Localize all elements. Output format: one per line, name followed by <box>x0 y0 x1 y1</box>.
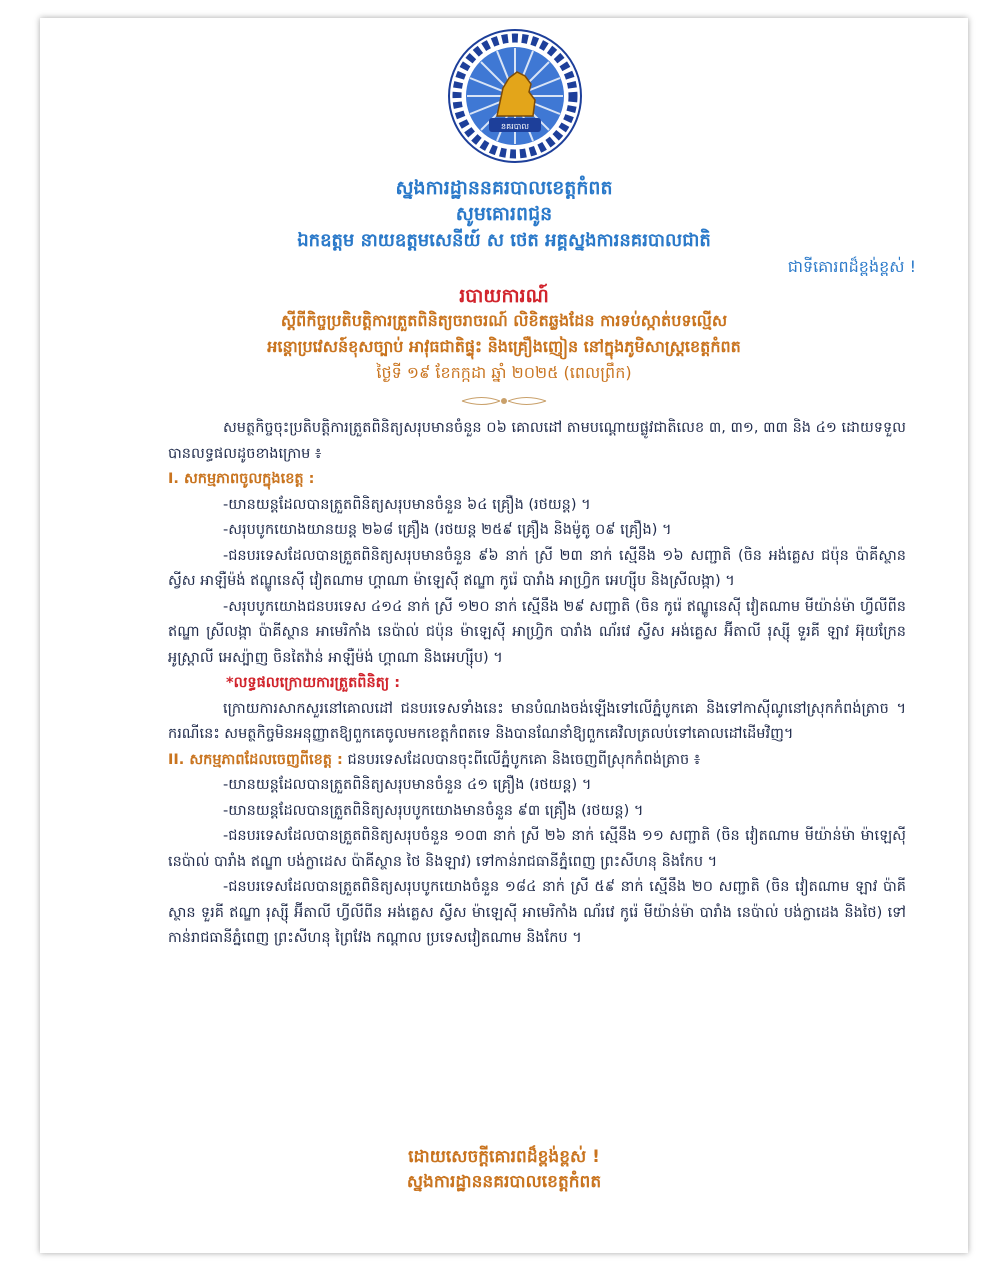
report-body <box>168 416 906 952</box>
section2-item-3: -ជនបរទេសដែលបានត្រួតពិនិត្យសរុបចំនួន ១០៣ នាក់ ស្រី ២៦ នាក់ ស្មើនឹង ១១ សញ្ជាតិ (ចិន វៀតណាម មីយ៉ាន់ម៉ា ម៉ាឡេស៊ី នេប៉ាល់ បារាំង ឥណ្ឌា បង់ក្លាដេស ប៉ាគីស្ថាន ថៃ និងឡាវ) ទៅកាន់រាជធានីភ្នំពេញ ព្រះសីហនុ និងកែប ។ <box>168 828 906 870</box>
section2-item-2: -យានយន្តដែលបានត្រួតពិនិត្យសរុបបូកយោងមានចំនួន ៩៣ គ្រឿង (រថយន្ត) ។ <box>223 802 644 819</box>
recipient: ឯកឧត្តម នាយឧត្តមសេនីយ៍ ស ថេត អគ្គស្នងការនគរបាលជាតិ <box>297 230 711 251</box>
org-name: ស្នងការដ្ឋាននគរបាលខេត្តកំពត <box>395 177 613 199</box>
result-text: ក្រោយការសាកសួរនៅគោលដៅ ជនបរទេសទាំងនេះ មានបំណងចង់ឡើងទៅលើភ្នំបូកគោ និងទៅកាស៊ីណូនៅស្រុកកំពង់ត្រាច ។ ករណីនេះ សមត្ថកិច្ចមិនអនុញ្ញាតឱ្យពួកគេចូលមកខេត្តកំពតទេ និងបានណែនាំឱ្យពួកគេវិលត្រលប់ទៅគោលដៅដើមវិញ។ <box>168 700 906 742</box>
section2-header <box>168 748 906 774</box>
section1-item-2: -សរុបបូកយោងយានយន្ត ២៦៨ គ្រឿង (រថយន្ត ២៥៩ គ្រឿង និងម៉ូតូ ០៩ គ្រឿង) ។ <box>223 522 672 538</box>
section1-item-1: -យានយន្តដែលបានត្រួតពិនិត្យសរុបមានចំនួន ៦៤ គ្រឿង (រថយន្ត) ។ <box>223 496 591 513</box>
logo-badge-text: នគរបាល <box>501 122 529 131</box>
section1-item-4: -សរុបបូកយោងជនបរទេស ៤១៤ នាក់ ស្រី ១២០ នាក់ ស្មើនឹង ២៩ សញ្ជាតិ (ចិន កូរ៉េ ឥណ្ឌូនេស៊ី វៀតណាម មីយ៉ាន់ម៉ា ហ្វីលីពីន ឥណ្ឌា ស្រីលង្កា ប៉ាគីស្ថាន អាមេរិកាំង នេប៉ាល់ ជប៉ុន ម៉ាឡេស៊ី អាហ្វ្រិក បារាំង ណ័រវេ ស្វីស អង់គ្លេស អ៊ីតាលី រុស្ស៊ី ទួរគី ឡាវ អ៊ុយក្រែន អូស្ត្រាលី អេស្ប៉ាញ ចិនតៃវ៉ាន់ អាឡឺម៉ង់ ហ្គាណា និងអេហ្ស៊ីប) ។ <box>168 598 906 666</box>
report-date: ថ្ងៃទី ១៩ ខែកក្កដា ឆ្នាំ ២០២៥ (ពេលព្រឹក) <box>376 363 632 382</box>
section2-title: II. សកម្មភាពដែលចេញពីខេត្ត : <box>168 751 343 768</box>
police-emblem-icon <box>447 28 583 164</box>
report-subject-line1: ស្តីពីកិច្ចប្រតិបត្តិការត្រួតពិនិត្យចរាចរណ៍ លិខិតឆ្លងដែន ការទប់ស្កាត់បទល្មើស <box>280 311 728 330</box>
section2-intro: ជនបរទេសដែលបានចុះពីលើភ្នំបូកគោ និងចេញពីស្រុកកំពង់ត្រាច ៖ <box>342 751 701 768</box>
ornament-divider-icon <box>460 394 548 408</box>
document-page <box>40 18 968 1253</box>
signature-org: ស្នងការដ្ឋាននគរបាលខេត្តកំពត <box>406 1172 602 1192</box>
section1-title: I. សកម្មភាពចូលក្នុងខេត្ត : <box>168 471 315 487</box>
section2-item-1: -យានយន្តដែលបានត្រួតពិនិត្យសរុបមានចំនួន ៤១ គ្រឿង (រថយន្ត) ។ <box>223 777 592 793</box>
report-title: របាយការណ៍ <box>459 285 549 307</box>
report-subject-line2: អន្តោប្រវេសន៍ខុសច្បាប់ អាវុធជាតិផ្ទុះ និងគ្រឿងញៀន នៅក្នុងភូមិសាស្រ្តខេត្តកំពត <box>267 337 741 356</box>
respect-to: សូមគោរពជូន <box>455 203 553 225</box>
section2-item-4: -ជនបរទេសដែលបានត្រួតពិនិត្យសរុបបូកយោងចំនួន ១៨៤ នាក់ ស្រី ៥៩ នាក់ ស្មើនឹង ២០ សញ្ជាតិ (ចិន វៀតណាម ឡាវ ប៉ាគីស្ថាន ទួរគី ឥណ្ឌា រុស្ស៊ី អ៊ីតាលី ហ្វីលីពីន អង់គ្លេស ស្វីស ម៉ាឡេស៊ី អាមេរិកាំង ណ័រវេ កូរ៉េ មីយ៉ាន់ម៉ា បារាំង នេប៉ាល់ បង់ក្លាដេង និងថៃ) ទៅកាន់រាជធានីភ្នំពេញ ព្រះសីហនុ ព្រៃវែង កណ្តាល ប្រទេសវៀតណាម និងកែប ។ <box>168 879 906 946</box>
intro-paragraph: សមត្ថកិច្ចចុះប្រតិបត្តិការត្រួតពិនិត្យសរុបមានចំនួន ០៦ គោលដៅ តាមបណ្តោយផ្លូវជាតិលេខ ៣, ៣១, ៣៣ និង ៤១ ដោយទទួលបានលទ្ធផលដូចខាងក្រោម ៖ <box>168 420 906 462</box>
honor-line: ជាទីគោរពដ៏ខ្ពង់ខ្ពស់ ! <box>787 257 916 276</box>
section1-item-3: -ជនបរទេសដែលបានត្រួតពិនិត្យសរុបមានចំនួន ៩៦ នាក់ ស្រី ២៣ នាក់ ស្មើនឹង ១៦ សញ្ជាតិ (ចិន អង់គ្លេស ជប៉ុន ប៉ាគីស្ថាន ស្វីស អាឡឺម៉ង់ ឥណ្ឌូនេស៊ី វៀតណាម ហ្គាណា ម៉ាឡេស៊ី ឥណ្ឌា កូរ៉េ បារាំង អាហ្វ្រិក អេហ្ស៊ីប និងស្រីលង្កា) ។ <box>168 547 906 589</box>
closing-respect: ដោយសេចក្តីគោរពដ៏ខ្ពង់ខ្ពស់ ! <box>408 1147 600 1167</box>
result-heading: *លទ្ធផលក្រោយការត្រួតពិនិត្យ : <box>226 675 401 691</box>
